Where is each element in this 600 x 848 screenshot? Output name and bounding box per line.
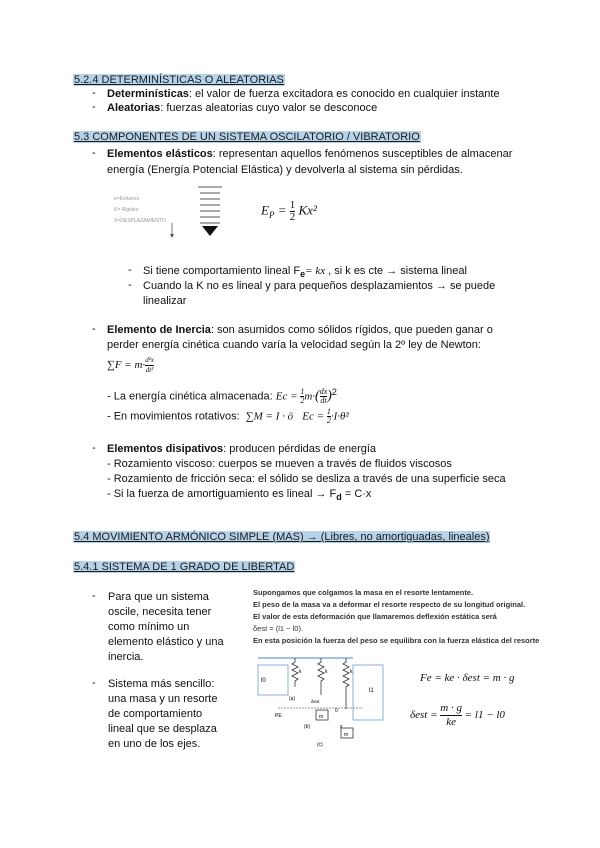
svg-text:m: m xyxy=(344,732,349,738)
section-541-heading: 5.4.1 SISTEMA DE 1 GRADO DE LIBERTAD xyxy=(74,561,295,573)
bullet-dash: - xyxy=(92,147,96,159)
bullet-dash: - xyxy=(92,590,96,602)
elastic-sub1: Si tiene comportamiento lineal $F_e=$ kx , si k es cte → sistema lineal xyxy=(143,265,467,280)
bullet-dash: - xyxy=(92,87,96,99)
svg-text:δest: δest xyxy=(311,699,320,704)
spring-system-diagram xyxy=(253,655,393,750)
inertia-line2: perder energía cinética cuando varía la velocidad según la 2º ley de Newton: xyxy=(107,339,481,351)
bullet2-text: Sistema más sencillo: una masa y un resorte de comportamiento lineal que se desplaza en uno de los ejes. xyxy=(108,678,218,750)
section-54-heading: 5.4 MOVIMIENTO ARMÓNICO SIMPLE (MAS) → (Libres, no amortiguadas, lineales) xyxy=(74,531,490,543)
dissip-line: - Si la fuerza de amortiguamiento es lineal → $F_d = C\cdot x$ xyxy=(107,488,372,503)
svg-text:l1: l1 xyxy=(369,688,374,694)
elastic-formula: $E_P$ = $\frac{1}{2}$ Kx² xyxy=(261,199,317,223)
elastic-sub3: linealizar xyxy=(143,295,187,307)
bullet1-text: Para que un sistema oscile, necesita tener como mínimo un elemento elástico y una inercia. xyxy=(108,591,224,663)
section-524-heading: 5.2.4 DETERMINÍSTICAS O ALEATORIAS xyxy=(74,74,284,86)
elastic-line1: Elementos elásticos: representan aquellos fenómenos susceptibles de almacenar xyxy=(107,148,513,160)
svg-text:x: x xyxy=(340,724,343,730)
spring-figure xyxy=(112,185,232,245)
newton-formula: ∑F = m· $\frac{\text{d²x}}{\text{dt²}}$ xyxy=(107,356,154,374)
list-item: Aleatorias: fuerzas aleatorias cuyo valor se desconoce xyxy=(107,102,378,114)
inertia-line1: Elemento de Inercia: son asumidos como sólidos rígidos, que pueden ganar o xyxy=(107,324,493,336)
bullet-dash: - xyxy=(92,442,96,454)
elastic-line2: energía (Energía Potencial Elástica) y devolverla al sistema sin pérdidas. xyxy=(107,164,463,176)
bullet-dash: - xyxy=(92,323,96,335)
bullet-dash: - xyxy=(92,677,96,689)
equation-2: δest = $\frac{m \cdot g}{ke}$ = l1 − l0 xyxy=(410,702,505,728)
svg-text:0: 0 xyxy=(335,708,338,714)
fig-label: X=DESPLAZAMIENTO xyxy=(114,218,166,224)
bullet-dash: - xyxy=(128,264,132,276)
kinetic-energy: - La energía cinética almacenada: Ec = $\frac{1}{2}$ m·( $\frac{dx}{dt}$ )$^2$ xyxy=(107,387,337,406)
svg-text:m: m xyxy=(319,714,324,720)
svg-text:PE: PE xyxy=(275,713,282,719)
svg-text:k: k xyxy=(325,669,328,675)
svg-text:(a): (a) xyxy=(289,696,296,702)
bullet-dash: - xyxy=(128,279,132,291)
svg-text:(b): (b) xyxy=(304,724,311,730)
mas-figure-text: Supongamos que colgamos la masa en el resorte lentamente. El peso de la masa va a deformar el resorte respecto de su longitud original. El valor de esta deformación que llamaremos deflexión estática será δest = (l1 − l0). En esta posición la fuerza del peso se equilibra con la fuerza elástica del resorte xyxy=(253,588,540,645)
list-item: Determinísticas: el valor de fuerza excitadora es conocido en cualquier instante xyxy=(107,88,500,100)
svg-text:(c): (c) xyxy=(317,742,323,748)
elastic-sub2: Cuando la K no es lineal y para pequeños desplazamientos → se puede xyxy=(143,280,496,292)
section-53-heading: 5.3 COMPONENTES DE UN SISTEMA OSCILATORIO / VIBRATORIO xyxy=(74,131,420,143)
fig-label: e=Esfuerzo xyxy=(114,196,140,202)
dissip-line: - Rozamiento de fricción seca: el sólido se desliza a través de una superficie seca xyxy=(107,473,506,485)
svg-text:l0: l0 xyxy=(261,678,266,684)
svg-text:k: k xyxy=(299,669,302,675)
svg-text:k: k xyxy=(350,669,353,675)
bullet-dash: - xyxy=(92,101,96,113)
dissip-line1: Elementos disipativos: producen pérdidas de energía xyxy=(107,443,377,455)
equation-1: Fe = ke · δest = m · g xyxy=(420,672,515,684)
dissip-line: - Rozamiento viscoso: cuerpos se mueven a través de fluidos viscosos xyxy=(107,458,452,470)
fig-label: K= Rigidez xyxy=(114,207,139,213)
rotational-energy: - En movimientos rotativos: ∑M = I · ö Ec = $\frac{1}{2}$ ·I·θ̇² xyxy=(107,407,349,425)
